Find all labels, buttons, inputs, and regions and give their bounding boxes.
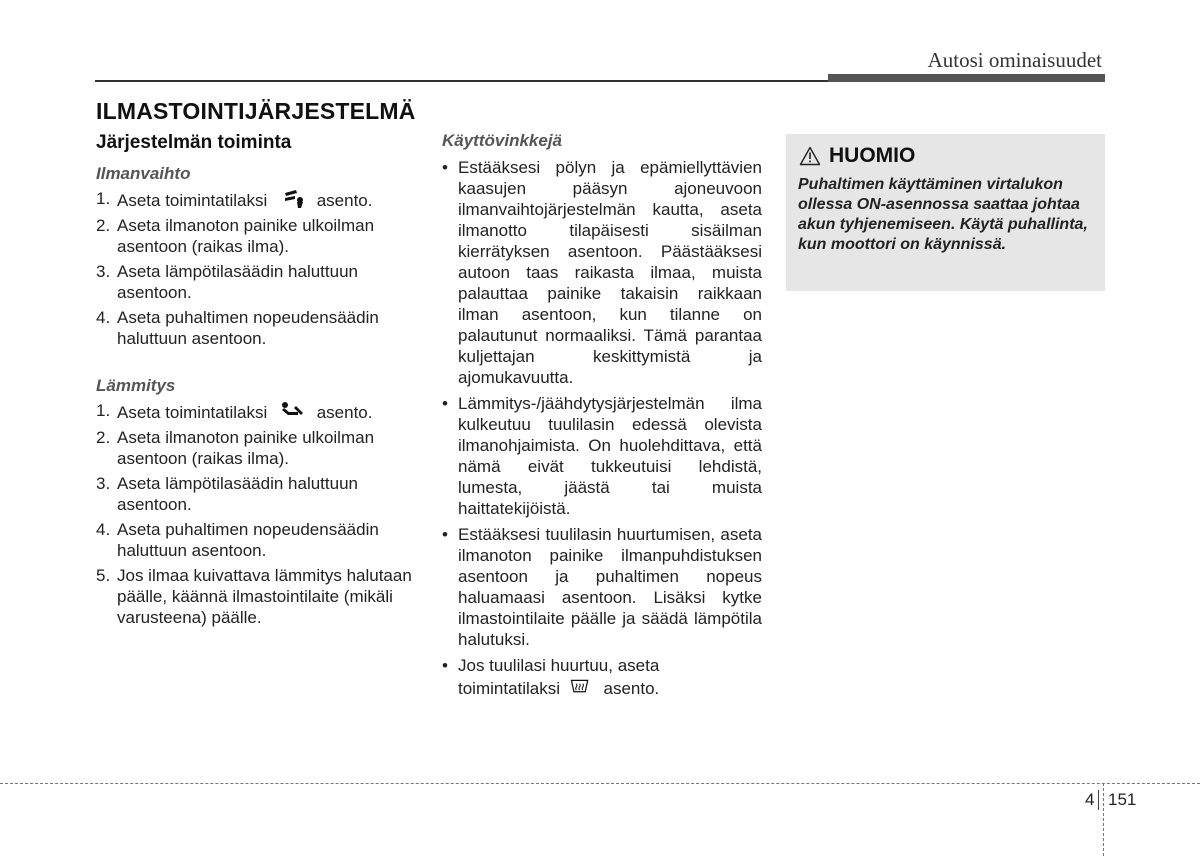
heating-heading: Lämmitys xyxy=(96,376,176,395)
section-title: ILMASTOINTIJÄRJESTELMÄ xyxy=(96,98,416,124)
heating-step: 3. Aseta lämpötilasäädin haluttuun asentoon. xyxy=(96,474,358,514)
subsection-title: Järjestelmän toiminta xyxy=(96,132,292,153)
warning-text: Puhaltimen käyttäminen virtalukon ollessa ON-asennossa saattaa johtaa akun tyhjenemiseen. Käytä puhallinta, kun moottori on käynnissä. xyxy=(798,176,1088,253)
heating-step: 4. Aseta puhaltimen nopeudensäädin haluttuun asentoon. xyxy=(96,520,379,560)
header-rule-accent xyxy=(828,74,1105,82)
tip-item: • Jos tuulilasi huurtuu, aseta toimintatilaksi asento. xyxy=(442,656,660,698)
page-number-separator xyxy=(1098,790,1099,810)
floor-vent-mode-icon xyxy=(276,400,308,421)
tips-list xyxy=(442,157,762,699)
heating-step: 2. Aseta ilmanoton painike ulkoilman asentoon (raikas ilma). xyxy=(96,428,375,468)
middle-column xyxy=(442,130,762,704)
defrost-mode-icon xyxy=(569,676,595,697)
ventilation-step: 4. Aseta puhaltimen nopeudensäädin haluttuun asentoon. xyxy=(96,308,379,348)
footer-vertical-rule xyxy=(1103,783,1104,856)
footer-rule xyxy=(0,783,1200,784)
tip-item: • Estääksesi tuulilasin huurtumisen, aseta ilmanoton painike ilmanpuhdistuksen asentoon ja puhaltimen nopeus haluamaasi asentoon. Lisäksi kytke ilmastointilaite päälle ja säädä lämpötila halutuksi. xyxy=(442,525,762,649)
ventilation-steps xyxy=(96,188,418,349)
chapter-number: 4 xyxy=(1085,790,1095,809)
ventilation-step: 3. Aseta lämpötilasäädin haluttuun asentoon. xyxy=(96,262,358,302)
heating-step: 5. Jos ilmaa kuivattava lämmitys halutaan päälle, käännä ilmastointilaite (mikäli varusteena) päälle. xyxy=(96,566,412,627)
ventilation-step: 2. Aseta ilmanoton painike ulkoilman asentoon (raikas ilma). xyxy=(96,216,375,256)
page-number: 151 xyxy=(1108,790,1137,809)
warning-header xyxy=(799,144,915,168)
warning-triangle-icon xyxy=(799,146,821,166)
ventilation-step: 1. Aseta toimintatilaksi asento. xyxy=(96,189,373,210)
left-column xyxy=(96,130,418,632)
tips-heading: Käyttövinkkejä xyxy=(442,131,562,150)
running-header-title: Autosi ominaisuudet xyxy=(927,48,1102,72)
warning-title: HUOMIO xyxy=(829,144,916,167)
face-vent-mode-icon xyxy=(276,188,308,209)
tip-item: • Estääksesi pölyn ja epämiellyttävien kaasujen pääsyn ajoneuvoon ilmanvaihtojärjestelmän kautta, aseta ilmanotto tilapäisesti sisäilman kierrätyksen asentoon. Päästääksesi autoon taas raikasta ilmaa, muista palauttaa painike takaisin raikkaan ilman asentoon, kun tilanne on palautunut normaaliksi. Tämä parantaa kuljettajan keskittymistä ja ajomukavuutta. xyxy=(442,158,762,387)
warning-box xyxy=(786,134,1105,291)
heating-step: 1. Aseta toimintatilaksi asento. xyxy=(96,401,373,422)
ventilation-heading: Ilmanvaihto xyxy=(96,164,191,183)
heating-steps xyxy=(96,400,418,628)
tip-item: • Lämmitys-/jäähdytysjärjestelmän ilma kulkeutuu tuulilasin edessä olevista ilmanohjaimista. On huolehdittava, että nämä eivät tukkeutuisi lehdistä, lumesta, jäästä tai muista haittatekijöistä. xyxy=(442,394,762,518)
